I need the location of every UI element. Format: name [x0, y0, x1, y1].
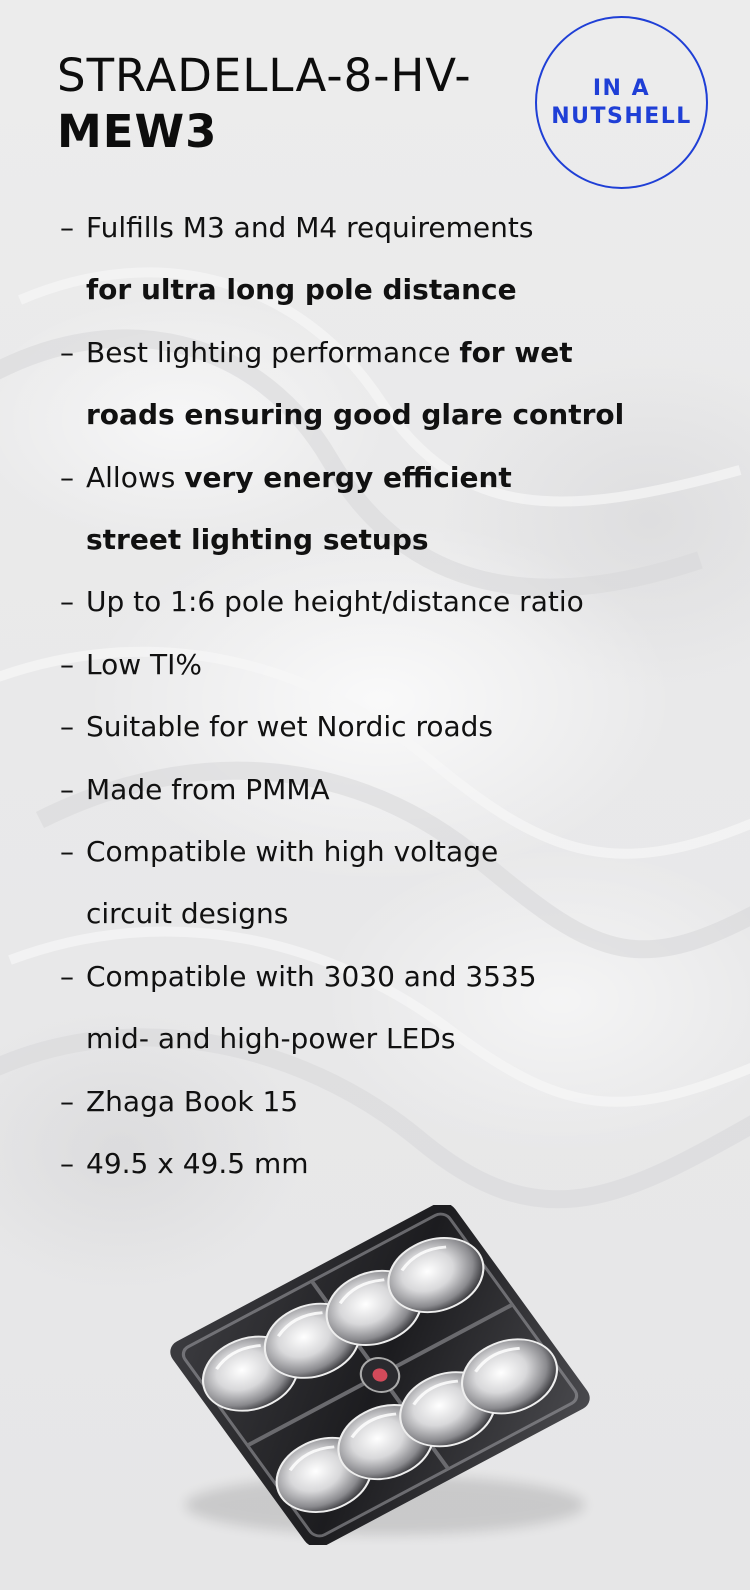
feature-line	[86, 821, 700, 883]
feature-item-material	[60, 759, 700, 821]
product-title-line1: STRADELLA-8-HV-	[57, 49, 472, 102]
led-lens-module-image	[145, 1205, 615, 1545]
feature-text-bold: for wet	[459, 335, 573, 369]
feature-item-energy	[60, 447, 700, 572]
feature-text: circuit designs	[86, 897, 289, 931]
feature-text: Up to 1:6 pole height/distance ratio	[86, 585, 584, 619]
feature-text: Compatible with 3030 and 3535	[86, 959, 537, 993]
feature-line	[86, 197, 700, 259]
feature-item-requirements	[60, 197, 700, 322]
product-title	[57, 48, 517, 160]
in-a-nutshell-badge	[535, 16, 708, 189]
feature-text-bold: very energy efficient	[184, 460, 512, 494]
feature-item-zhaga	[60, 1071, 700, 1133]
feature-text: Made from PMMA	[86, 772, 330, 806]
feature-text-bold: for ultra long pole distance	[86, 273, 517, 307]
product-title-line2: MEW3	[57, 105, 218, 158]
feature-line	[86, 259, 700, 321]
feature-text: Zhaga Book 15	[86, 1084, 299, 1118]
feature-text-bold: street lighting setups	[86, 523, 429, 557]
feature-list	[60, 197, 700, 1196]
feature-line	[86, 509, 700, 571]
feature-item-performance	[60, 322, 700, 447]
feature-line	[86, 322, 700, 384]
page-header	[57, 48, 517, 160]
feature-item-nordic	[60, 696, 700, 758]
feature-item-high-voltage	[60, 821, 700, 946]
badge-line2: NUTSHELL	[551, 103, 692, 129]
feature-line	[86, 883, 700, 945]
feature-text: 49.5 x 49.5 mm	[86, 1147, 309, 1181]
feature-line	[86, 946, 700, 1008]
feature-line	[86, 1008, 700, 1070]
feature-text: Allows	[86, 460, 185, 494]
feature-item-led-compat	[60, 946, 700, 1071]
feature-line	[86, 447, 700, 509]
feature-text: Compatible with high voltage	[86, 835, 499, 869]
feature-item-ti	[60, 634, 700, 696]
feature-item-ratio	[60, 571, 700, 633]
badge-line1: IN A	[592, 75, 651, 101]
feature-text: Low TI%	[86, 647, 203, 681]
feature-line	[86, 384, 700, 446]
feature-text: mid- and high-power LEDs	[86, 1022, 456, 1056]
feature-text: Fulfills M3 and M4 requirements	[86, 211, 534, 244]
feature-text: Suitable for wet Nordic roads	[86, 710, 494, 744]
feature-item-size	[60, 1133, 700, 1195]
feature-text-bold: roads ensuring good glare control	[86, 398, 625, 432]
feature-text: Best lighting performance	[86, 335, 460, 369]
